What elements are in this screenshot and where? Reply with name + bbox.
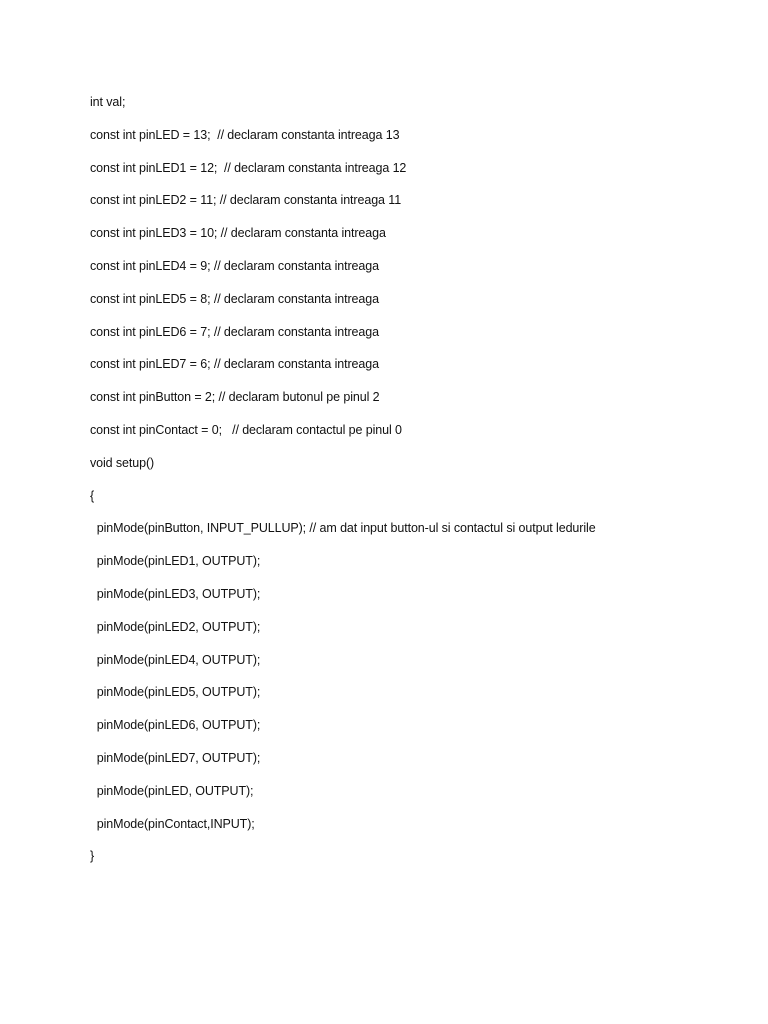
code-line: const int pinLED1 = 12; // declaram constanta intreaga 12	[90, 160, 407, 175]
code-line: void setup()	[90, 455, 155, 470]
code-listing	[90, 91, 596, 878]
code-line: pinMode(pinLED4, OUTPUT);	[90, 652, 261, 667]
code-line: pinMode(pinLED7, OUTPUT);	[90, 750, 261, 765]
code-line: const int pinLED5 = 8; // declaram constanta intreaga	[90, 291, 379, 306]
code-line: pinMode(pinLED1, OUTPUT);	[90, 554, 261, 569]
code-line: const int pinLED2 = 11; // declaram constanta intreaga 11	[90, 193, 402, 208]
code-line: const int pinLED = 13; // declaram constanta intreaga 13	[90, 127, 400, 142]
code-line: const int pinLED3 = 10; // declaram constanta intreaga	[90, 226, 386, 241]
code-line: pinMode(pinLED6, OUTPUT);	[90, 718, 261, 733]
code-line: {	[90, 488, 95, 503]
code-line: const int pinLED6 = 7; // declaram constanta intreaga	[90, 324, 379, 339]
code-line: pinMode(pinButton, INPUT_PULLUP); // am dat input button-ul si contactul si output ledurile	[90, 521, 596, 536]
code-line: pinMode(pinLED, OUTPUT);	[90, 783, 254, 798]
code-line: const int pinLED4 = 9; // declaram constanta intreaga	[90, 258, 379, 273]
code-line: const int pinContact = 0; // declaram contactul pe pinul 0	[90, 422, 402, 437]
code-line: pinMode(pinLED5, OUTPUT);	[90, 685, 261, 700]
code-line: int val;	[90, 95, 126, 109]
code-line: pinMode(pinLED2, OUTPUT);	[90, 619, 261, 634]
code-line: const int pinButton = 2; // declaram butonul pe pinul 2	[90, 390, 380, 405]
code-line: const int pinLED7 = 6; // declaram constanta intreaga	[90, 357, 379, 372]
code-line: pinMode(pinContact,INPUT);	[90, 816, 255, 831]
code-line: pinMode(pinLED3, OUTPUT);	[90, 586, 261, 601]
code-line: }	[90, 849, 95, 864]
